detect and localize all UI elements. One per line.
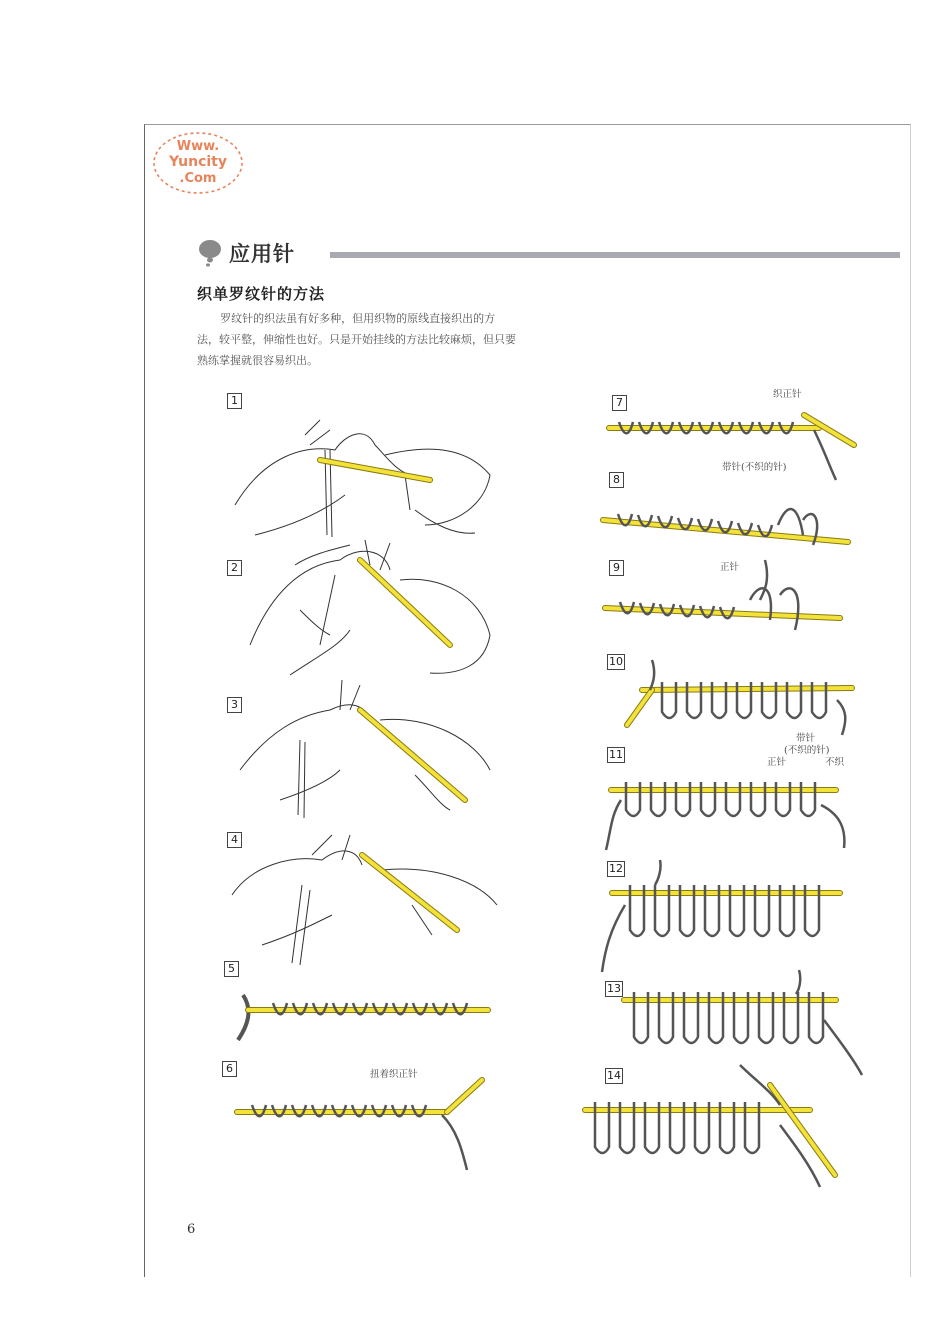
- step-number-4: 4: [227, 832, 242, 848]
- bullet-icon: [197, 238, 223, 268]
- intro-line-3: 熟练掌握就很容易织出。: [197, 354, 318, 367]
- step-number-12: 12: [609, 862, 623, 875]
- step-10-illustration: [612, 660, 862, 740]
- intro-text: [197, 308, 597, 371]
- step-8-illustration: [598, 480, 858, 555]
- yuncity-logo: [150, 128, 246, 198]
- logo-line-3: .Com: [179, 171, 217, 186]
- intro-line-2: 法，较平整，伸缩性也好。只是开始挂线的方法比较麻烦，但只要: [197, 333, 516, 346]
- step-number-13: 13: [607, 982, 621, 995]
- step-3-illustration: [240, 680, 495, 820]
- step-number-8: 8: [609, 472, 624, 488]
- subtitle: 织单罗纹针的方法: [197, 285, 326, 303]
- step-14-illustration: [580, 1065, 840, 1190]
- step-6-illustration: [232, 1075, 492, 1175]
- logo-line-2: Yuncity: [169, 154, 227, 170]
- step-1-illustration: [235, 415, 495, 545]
- section-title: 应用针: [229, 242, 295, 266]
- logo-line-1: Www.: [176, 139, 220, 154]
- step-8-note: 带针(不织的针): [722, 462, 787, 473]
- step-11-illustration: [606, 770, 851, 850]
- step-number-1: 1: [227, 393, 242, 409]
- intro-line-1: 罗纹针的织法虽有好多种，但用织物的原线直接织出的方: [220, 312, 496, 325]
- step-number-9: 9: [609, 560, 624, 576]
- step-number-5: 5: [224, 961, 239, 977]
- step-6-note: 扭着织正针: [370, 1069, 418, 1080]
- step-4-illustration: [232, 835, 502, 965]
- step-7-note: 织正针: [773, 389, 802, 400]
- step-number-10: 10: [609, 655, 623, 668]
- step-12-illustration: [600, 860, 845, 975]
- step-11-note-c: 正针: [767, 757, 787, 768]
- step-number-6: 6: [222, 1061, 237, 1077]
- step-9-note: 正针: [720, 562, 740, 573]
- step-5-illustration: [238, 985, 493, 1045]
- step-11-note-a: 带针: [796, 733, 816, 744]
- section-divider: [330, 252, 900, 258]
- step-number-7: 7: [612, 395, 627, 411]
- step-number-11: 11: [609, 748, 623, 761]
- step-11-note-d: 不织: [825, 757, 845, 768]
- step-number-3: 3: [227, 697, 242, 713]
- step-number-14: 14: [607, 1069, 621, 1082]
- step-13-illustration: [624, 970, 864, 1080]
- step-number-2: 2: [227, 560, 242, 576]
- step-2-illustration: [250, 535, 495, 675]
- page-number: 6: [187, 1222, 196, 1237]
- step-11-note-b: (不织的针): [784, 745, 830, 756]
- step-9-illustration: [600, 560, 850, 650]
